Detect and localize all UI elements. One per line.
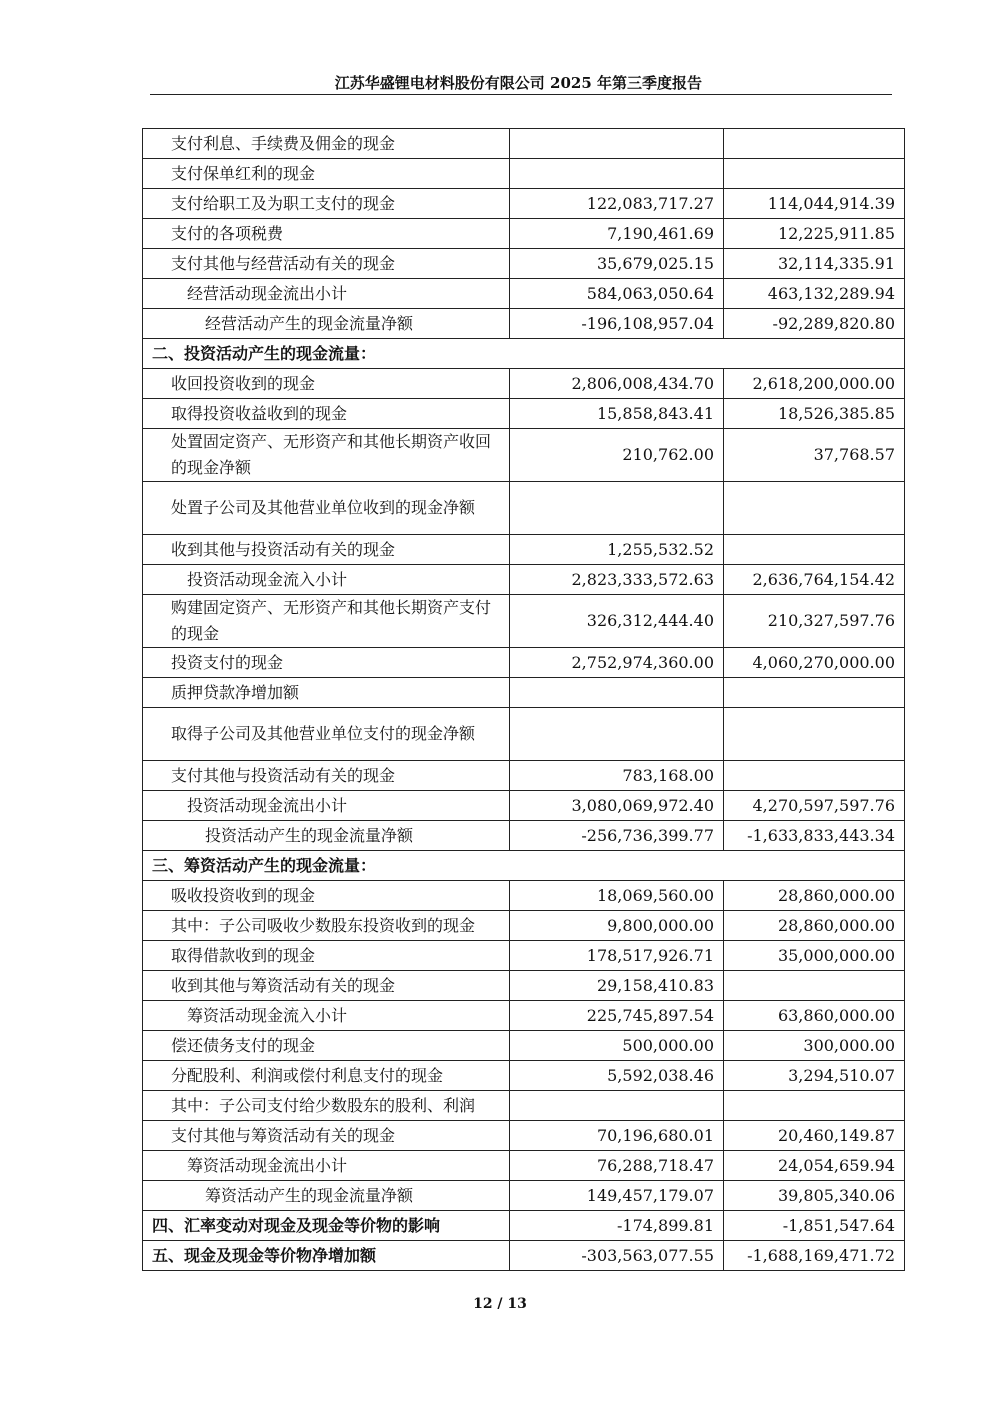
row-label: 收到其他与投资活动有关的现金: [143, 535, 510, 565]
subtotal-row: [143, 1151, 905, 1181]
prior-period-value: [724, 761, 905, 791]
row-label: 其中：子公司吸收少数股东投资收到的现金: [143, 911, 510, 941]
row-label: 投资支付的现金: [143, 648, 510, 678]
prior-period-value: 300,000.00: [724, 1031, 905, 1061]
prior-period-value: 28,860,000.00: [724, 911, 905, 941]
row-label: 其中：子公司支付给少数股东的股利、利润: [143, 1091, 510, 1121]
table-row: [143, 911, 905, 941]
current-period-value: [510, 708, 724, 761]
current-period-value: [510, 482, 724, 535]
row-label: 支付其他与经营活动有关的现金: [143, 249, 510, 279]
row-label: 支付的各项税费: [143, 219, 510, 249]
row-label: 投资活动现金流出小计: [143, 791, 510, 821]
prior-period-value: [724, 129, 905, 159]
prior-period-value: 39,805,340.06: [724, 1181, 905, 1211]
section-header-row: [143, 851, 905, 881]
table-row: [143, 399, 905, 429]
prior-period-value: 35,000,000.00: [724, 941, 905, 971]
current-period-value: [510, 159, 724, 189]
current-period-value: 1,255,532.52: [510, 535, 724, 565]
current-period-value: 3,080,069,972.40: [510, 791, 724, 821]
row-label: 分配股利、利润或偿付利息支付的现金: [143, 1061, 510, 1091]
section-heading-investing: 二、投资活动产生的现金流量：: [143, 339, 905, 369]
prior-period-value: 32,114,335.91: [724, 249, 905, 279]
row-label: 五、现金及现金等价物净增加额: [143, 1241, 510, 1271]
prior-period-value: 18,526,385.85: [724, 399, 905, 429]
current-period-value: -196,108,957.04: [510, 309, 724, 339]
current-period-value: 70,196,680.01: [510, 1121, 724, 1151]
prior-period-value: 2,618,200,000.00: [724, 369, 905, 399]
prior-period-value: 4,060,270,000.00: [724, 648, 905, 678]
prior-period-value: 2,636,764,154.42: [724, 565, 905, 595]
prior-period-value: 12,225,911.85: [724, 219, 905, 249]
table-row: [143, 881, 905, 911]
prior-period-value: [724, 482, 905, 535]
row-label: 购建固定资产、无形资产和其他长期资产支付的现金: [143, 595, 510, 648]
row-label: 质押贷款净增加额: [143, 678, 510, 708]
current-period-value: 35,679,025.15: [510, 249, 724, 279]
current-period-value: 210,762.00: [510, 429, 724, 482]
prior-period-value: 463,132,289.94: [724, 279, 905, 309]
prior-period-value: [724, 159, 905, 189]
table-row: [143, 249, 905, 279]
row-label: 处置子公司及其他营业单位收到的现金净额: [143, 482, 510, 535]
row-label: 支付其他与投资活动有关的现金: [143, 761, 510, 791]
table-row: [143, 189, 905, 219]
row-label: 经营活动现金流出小计: [143, 279, 510, 309]
prior-period-value: 210,327,597.76: [724, 595, 905, 648]
net-amount-row: [143, 1181, 905, 1211]
table-row: [143, 971, 905, 1001]
current-period-value: 9,800,000.00: [510, 911, 724, 941]
row-label: 投资活动现金流入小计: [143, 565, 510, 595]
table-row: [143, 1121, 905, 1151]
row-label: 收回投资收到的现金: [143, 369, 510, 399]
row-label: 支付利息、手续费及佣金的现金: [143, 129, 510, 159]
table-row: [143, 708, 905, 761]
current-period-value: [510, 678, 724, 708]
section-header-row: [143, 339, 905, 369]
subtotal-row: [143, 279, 905, 309]
current-period-value: 783,168.00: [510, 761, 724, 791]
subtotal-row: [143, 1001, 905, 1031]
row-label: 取得借款收到的现金: [143, 941, 510, 971]
prior-period-value: [724, 1091, 905, 1121]
row-label: 支付给职工及为职工支付的现金: [143, 189, 510, 219]
prior-period-value: 3,294,510.07: [724, 1061, 905, 1091]
row-label: 处置固定资产、无形资产和其他长期资产收回的现金净额: [143, 429, 510, 482]
prior-period-value: 20,460,149.87: [724, 1121, 905, 1151]
row-label: 投资活动产生的现金流量净额: [143, 821, 510, 851]
table-row: [143, 761, 905, 791]
prior-period-value: 24,054,659.94: [724, 1151, 905, 1181]
current-period-value: 584,063,050.64: [510, 279, 724, 309]
current-period-value: 149,457,179.07: [510, 1181, 724, 1211]
current-period-value: 76,288,718.47: [510, 1151, 724, 1181]
current-period-value: -174,899.81: [510, 1211, 724, 1241]
current-period-value: 29,158,410.83: [510, 971, 724, 1001]
cash-flow-table: [142, 128, 905, 1271]
table-row: [143, 1031, 905, 1061]
row-label: 收到其他与筹资活动有关的现金: [143, 971, 510, 1001]
subtotal-row: [143, 565, 905, 595]
prior-period-value: [724, 708, 905, 761]
current-period-value: 2,806,008,434.70: [510, 369, 724, 399]
current-period-value: 326,312,444.40: [510, 595, 724, 648]
table-row: [143, 159, 905, 189]
page-header: [150, 62, 892, 95]
prior-period-value: [724, 678, 905, 708]
current-period-value: 15,858,843.41: [510, 399, 724, 429]
prior-period-value: 4,270,597,597.76: [724, 791, 905, 821]
current-period-value: 225,745,897.54: [510, 1001, 724, 1031]
prior-period-value: 63,860,000.00: [724, 1001, 905, 1031]
current-period-value: 2,752,974,360.00: [510, 648, 724, 678]
net-amount-row: [143, 309, 905, 339]
row-label: 经营活动产生的现金流量净额: [143, 309, 510, 339]
section-total-row: [143, 1211, 905, 1241]
current-period-value: 7,190,461.69: [510, 219, 724, 249]
subtotal-row: [143, 791, 905, 821]
row-label: 筹资活动现金流入小计: [143, 1001, 510, 1031]
row-label: 支付保单红利的现金: [143, 159, 510, 189]
prior-period-value: [724, 971, 905, 1001]
table-row: [143, 1091, 905, 1121]
row-label: 偿还债务支付的现金: [143, 1031, 510, 1061]
section-total-row: [143, 1241, 905, 1271]
table-row: [143, 535, 905, 565]
table-row: [143, 482, 905, 535]
prior-period-value: 37,768.57: [724, 429, 905, 482]
table-row: [143, 219, 905, 249]
row-label: 筹资活动产生的现金流量净额: [143, 1181, 510, 1211]
prior-period-value: -1,633,833,443.34: [724, 821, 905, 851]
row-label: 取得投资收益收到的现金: [143, 399, 510, 429]
table-row: [143, 369, 905, 399]
prior-period-value: -1,688,169,471.72: [724, 1241, 905, 1271]
current-period-value: [510, 129, 724, 159]
row-label: 四、汇率变动对现金及现金等价物的影响: [143, 1211, 510, 1241]
current-period-value: 500,000.00: [510, 1031, 724, 1061]
page-number: 12 / 13: [473, 1296, 527, 1312]
current-period-value: [510, 1091, 724, 1121]
report-title: 江苏华盛锂电材料股份有限公司 2025 年第三季度报告: [334, 74, 702, 92]
current-period-value: 122,083,717.27: [510, 189, 724, 219]
row-label: 筹资活动现金流出小计: [143, 1151, 510, 1181]
row-label: 支付其他与筹资活动有关的现金: [143, 1121, 510, 1151]
net-amount-row: [143, 821, 905, 851]
prior-period-value: 28,860,000.00: [724, 881, 905, 911]
prior-period-value: [724, 535, 905, 565]
section-heading-financing: 三、筹资活动产生的现金流量：: [143, 851, 905, 881]
table-row: [143, 595, 905, 648]
current-period-value: -256,736,399.77: [510, 821, 724, 851]
prior-period-value: 114,044,914.39: [724, 189, 905, 219]
current-period-value: -303,563,077.55: [510, 1241, 724, 1271]
table-row: [143, 941, 905, 971]
current-period-value: 5,592,038.46: [510, 1061, 724, 1091]
row-label: 取得子公司及其他营业单位支付的现金净额: [143, 708, 510, 761]
table-row: [143, 1061, 905, 1091]
current-period-value: 2,823,333,572.63: [510, 565, 724, 595]
table-row: [143, 678, 905, 708]
current-period-value: 18,069,560.00: [510, 881, 724, 911]
table-row: [143, 648, 905, 678]
table-row: [143, 129, 905, 159]
prior-period-value: -92,289,820.80: [724, 309, 905, 339]
row-label: 吸收投资收到的现金: [143, 881, 510, 911]
table-row: [143, 429, 905, 482]
prior-period-value: -1,851,547.64: [724, 1211, 905, 1241]
current-period-value: 178,517,926.71: [510, 941, 724, 971]
